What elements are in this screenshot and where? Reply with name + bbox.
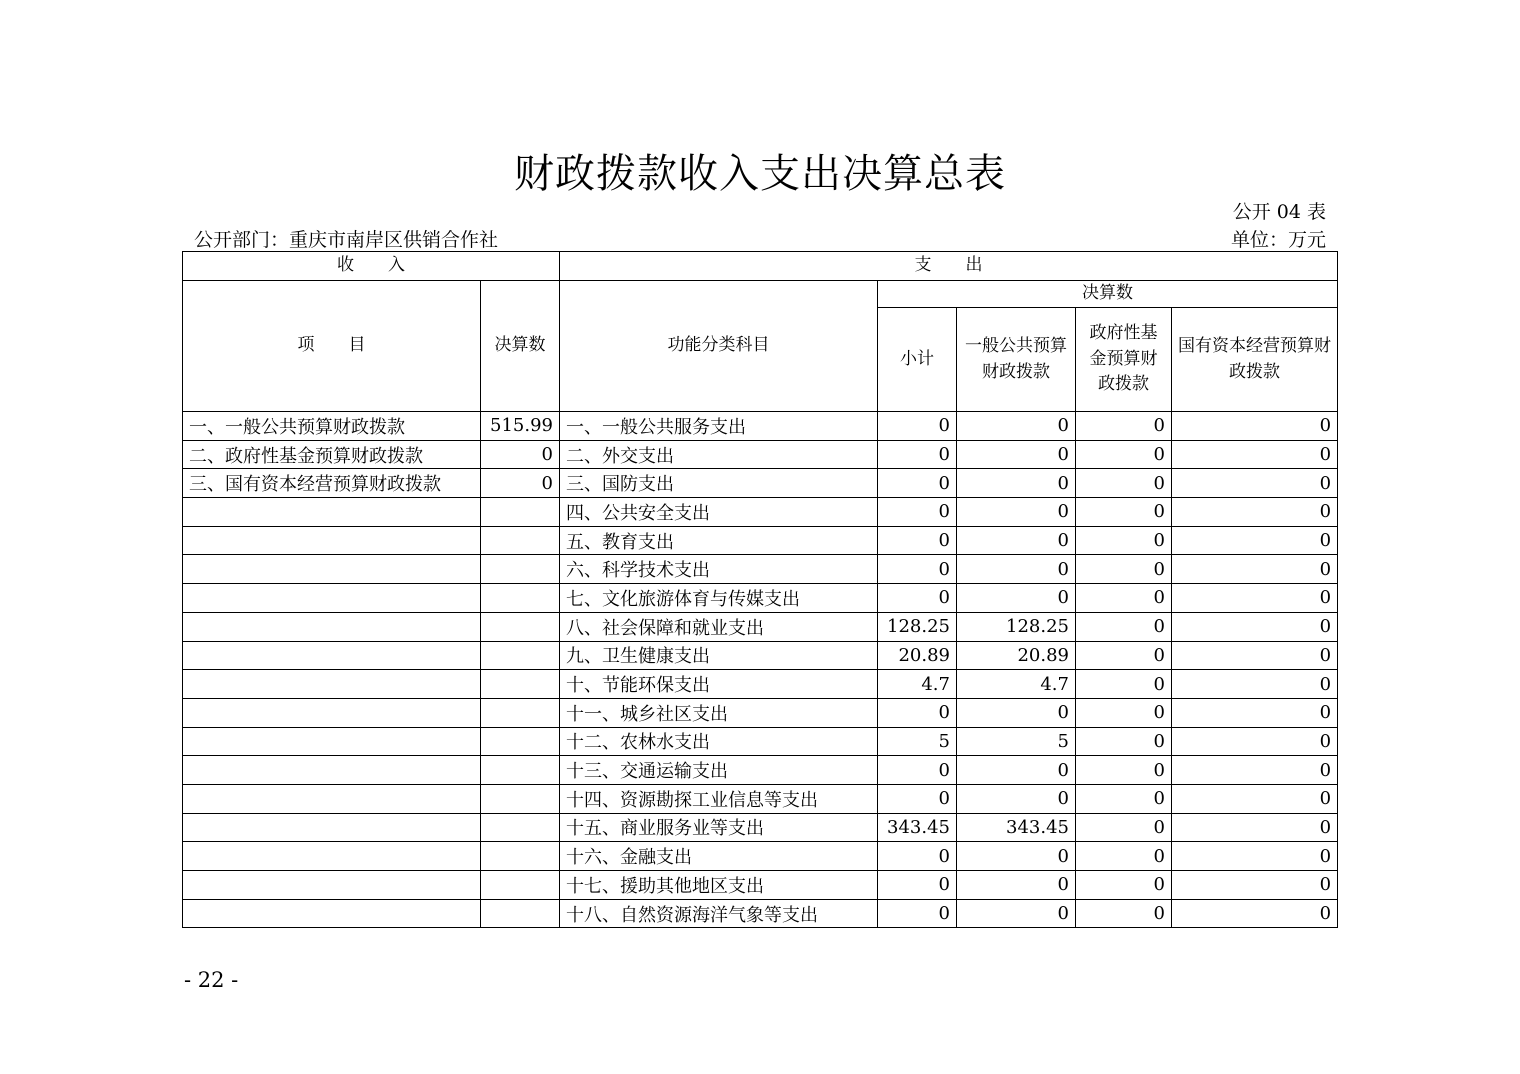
table-row	[183, 813, 1338, 842]
table-row	[183, 871, 1338, 900]
table-row	[183, 899, 1338, 928]
category-cell: 十四、资源勘探工业信息等支出	[560, 784, 878, 813]
general-budget-cell: 0	[957, 498, 1076, 527]
income-item-cell	[183, 641, 481, 670]
table-number: 公开 04 表	[1232, 201, 1326, 223]
table-body	[183, 412, 1338, 928]
income-amount-cell	[481, 498, 560, 527]
category-cell: 十二、农林水支出	[560, 727, 878, 756]
income-amount-header: 决算数	[481, 281, 560, 412]
category-cell: 八、社会保障和就业支出	[560, 612, 878, 641]
income-amount-cell	[481, 899, 560, 928]
page-title: 财政拨款收入支出决算总表	[514, 151, 1006, 197]
income-item-cell	[183, 584, 481, 613]
general-budget-cell: 0	[957, 440, 1076, 469]
income-amount-cell	[481, 641, 560, 670]
income-item-cell	[183, 842, 481, 871]
income-amount-cell	[481, 784, 560, 813]
table-row	[183, 784, 1338, 813]
table-row	[183, 440, 1338, 469]
category-cell: 十五、商业服务业等支出	[560, 813, 878, 842]
general-budget-cell: 128.25	[957, 612, 1076, 641]
gov-fund-cell: 0	[1076, 584, 1172, 613]
state-capital-cell: 0	[1172, 469, 1338, 498]
state-capital-cell: 0	[1172, 641, 1338, 670]
subtotal-cell: 5	[878, 727, 957, 756]
category-cell: 一、一般公共服务支出	[560, 412, 878, 441]
function-category-header: 功能分类科目	[560, 281, 878, 412]
subtotal-cell: 0	[878, 871, 957, 900]
general-budget-header: 一般公共预算财政拨款	[957, 308, 1076, 412]
general-budget-cell: 0	[957, 469, 1076, 498]
gov-fund-cell: 0	[1076, 784, 1172, 813]
gov-fund-cell: 0	[1076, 612, 1172, 641]
category-cell: 二、外交支出	[560, 440, 878, 469]
table-row	[183, 727, 1338, 756]
budget-table	[182, 251, 1338, 928]
subtotal-header: 小计	[878, 308, 957, 412]
gov-fund-cell: 0	[1076, 899, 1172, 928]
page-number: - 22 -	[184, 968, 239, 992]
state-capital-cell: 0	[1172, 498, 1338, 527]
income-item-cell: 一、一般公共预算财政拨款	[183, 412, 481, 441]
state-capital-cell: 0	[1172, 842, 1338, 871]
gov-fund-cell: 0	[1076, 727, 1172, 756]
subtotal-cell: 128.25	[878, 612, 957, 641]
income-item-cell	[183, 899, 481, 928]
state-capital-cell: 0	[1172, 412, 1338, 441]
gov-fund-cell: 0	[1076, 440, 1172, 469]
income-amount-cell	[481, 526, 560, 555]
table-row	[183, 641, 1338, 670]
table-row	[183, 526, 1338, 555]
state-capital-cell: 0	[1172, 584, 1338, 613]
general-budget-cell: 0	[957, 584, 1076, 613]
income-item-cell	[183, 698, 481, 727]
expense-header: 支 出	[560, 252, 1338, 281]
general-budget-cell: 4.7	[957, 670, 1076, 699]
income-amount-cell	[481, 813, 560, 842]
state-capital-cell: 0	[1172, 756, 1338, 785]
subtotal-cell: 0	[878, 842, 957, 871]
subtotal-cell: 0	[878, 784, 957, 813]
table-row	[183, 555, 1338, 584]
general-budget-cell: 20.89	[957, 641, 1076, 670]
general-budget-cell: 343.45	[957, 813, 1076, 842]
income-item-cell	[183, 756, 481, 785]
table-row	[183, 469, 1338, 498]
department-label: 公开部门：重庆市南岸区供销合作社	[194, 229, 499, 251]
table-row	[183, 412, 1338, 441]
state-capital-cell: 0	[1172, 555, 1338, 584]
income-amount-cell	[481, 727, 560, 756]
gov-fund-cell: 0	[1076, 526, 1172, 555]
income-item-cell	[183, 612, 481, 641]
subtotal-cell: 0	[878, 899, 957, 928]
subtotal-cell: 0	[878, 412, 957, 441]
table-row	[183, 698, 1338, 727]
income-amount-cell	[481, 670, 560, 699]
gov-fund-header: 政府性基金预算财政拨款	[1076, 308, 1172, 412]
unit-label: 单位：万元	[1230, 229, 1326, 251]
table-row	[183, 842, 1338, 871]
gov-fund-cell: 0	[1076, 555, 1172, 584]
state-capital-cell: 0	[1172, 899, 1338, 928]
income-amount-cell	[481, 756, 560, 785]
subtotal-cell: 0	[878, 584, 957, 613]
table-row	[183, 756, 1338, 785]
gov-fund-cell: 0	[1076, 698, 1172, 727]
income-item-cell	[183, 784, 481, 813]
income-item-cell	[183, 727, 481, 756]
income-amount-cell	[481, 555, 560, 584]
category-cell: 十一、城乡社区支出	[560, 698, 878, 727]
gov-fund-cell: 0	[1076, 842, 1172, 871]
income-amount-cell	[481, 584, 560, 613]
subtotal-cell: 0	[878, 440, 957, 469]
general-budget-cell: 0	[957, 784, 1076, 813]
final-amount-header: 决算数	[878, 281, 1338, 308]
gov-fund-cell: 0	[1076, 670, 1172, 699]
gov-fund-cell: 0	[1076, 641, 1172, 670]
subtotal-cell: 0	[878, 498, 957, 527]
state-capital-cell: 0	[1172, 813, 1338, 842]
income-amount-cell: 515.99	[481, 412, 560, 441]
category-cell: 三、国防支出	[560, 469, 878, 498]
category-cell: 六、科学技术支出	[560, 555, 878, 584]
category-cell: 十七、援助其他地区支出	[560, 871, 878, 900]
category-cell: 十、节能环保支出	[560, 670, 878, 699]
table-row	[183, 584, 1338, 613]
table-row	[183, 498, 1338, 527]
subtotal-cell: 343.45	[878, 813, 957, 842]
state-capital-cell: 0	[1172, 526, 1338, 555]
category-cell: 五、教育支出	[560, 526, 878, 555]
general-budget-cell: 0	[957, 412, 1076, 441]
general-budget-cell: 0	[957, 526, 1076, 555]
income-item-cell: 三、国有资本经营预算财政拨款	[183, 469, 481, 498]
state-capital-cell: 0	[1172, 670, 1338, 699]
income-item-cell: 二、政府性基金预算财政拨款	[183, 440, 481, 469]
category-cell: 七、文化旅游体育与传媒支出	[560, 584, 878, 613]
subtotal-cell: 0	[878, 756, 957, 785]
general-budget-cell: 0	[957, 698, 1076, 727]
income-item-cell	[183, 813, 481, 842]
state-capital-header: 国有资本经营预算财政拨款	[1172, 308, 1338, 412]
general-budget-cell: 0	[957, 555, 1076, 584]
category-cell: 十三、交通运输支出	[560, 756, 878, 785]
item-header: 项 目	[183, 281, 481, 412]
general-budget-cell: 0	[957, 842, 1076, 871]
state-capital-cell: 0	[1172, 698, 1338, 727]
income-amount-cell: 0	[481, 440, 560, 469]
income-item-cell	[183, 871, 481, 900]
income-amount-cell	[481, 871, 560, 900]
subtotal-cell: 4.7	[878, 670, 957, 699]
subtotal-cell: 0	[878, 526, 957, 555]
category-cell: 四、公共安全支出	[560, 498, 878, 527]
category-cell: 十八、自然资源海洋气象等支出	[560, 899, 878, 928]
income-item-cell	[183, 498, 481, 527]
income-amount-cell	[481, 612, 560, 641]
income-amount-cell	[481, 698, 560, 727]
income-item-cell	[183, 555, 481, 584]
general-budget-cell: 0	[957, 756, 1076, 785]
category-cell: 九、卫生健康支出	[560, 641, 878, 670]
state-capital-cell: 0	[1172, 612, 1338, 641]
state-capital-cell: 0	[1172, 784, 1338, 813]
gov-fund-cell: 0	[1076, 813, 1172, 842]
income-amount-cell	[481, 842, 560, 871]
gov-fund-cell: 0	[1076, 469, 1172, 498]
income-amount-cell: 0	[481, 469, 560, 498]
gov-fund-cell: 0	[1076, 498, 1172, 527]
subtotal-cell: 0	[878, 698, 957, 727]
general-budget-cell: 5	[957, 727, 1076, 756]
general-budget-cell: 0	[957, 899, 1076, 928]
category-cell: 十六、金融支出	[560, 842, 878, 871]
gov-fund-cell: 0	[1076, 412, 1172, 441]
state-capital-cell: 0	[1172, 727, 1338, 756]
subtotal-cell: 0	[878, 555, 957, 584]
subtotal-cell: 20.89	[878, 641, 957, 670]
gov-fund-cell: 0	[1076, 871, 1172, 900]
state-capital-cell: 0	[1172, 871, 1338, 900]
subtotal-cell: 0	[878, 469, 957, 498]
general-budget-cell: 0	[957, 871, 1076, 900]
gov-fund-cell: 0	[1076, 756, 1172, 785]
income-item-cell	[183, 526, 481, 555]
table-row	[183, 670, 1338, 699]
table-row	[183, 612, 1338, 641]
income-header: 收 入	[183, 252, 560, 281]
state-capital-cell: 0	[1172, 440, 1338, 469]
income-item-cell	[183, 670, 481, 699]
